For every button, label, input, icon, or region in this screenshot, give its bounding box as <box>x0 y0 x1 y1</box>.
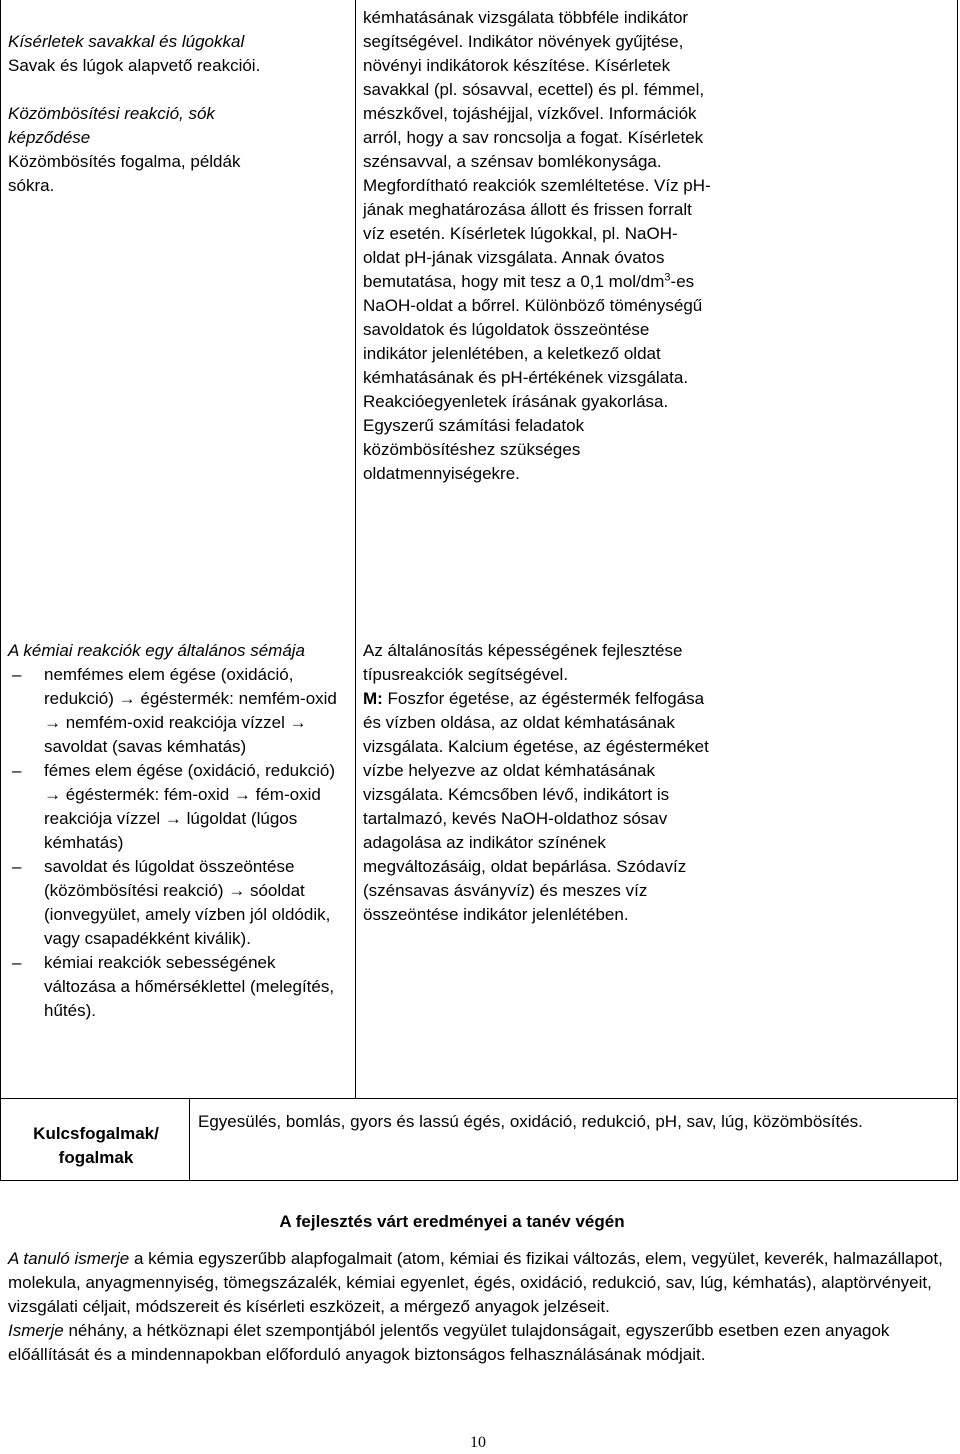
dash-bullet: – <box>12 857 22 876</box>
dash-bullet: – <box>12 665 22 684</box>
schema-item: – nemfémes elem égése (oxidáció, redukció) → égéstermék: nemfém-oxid → nemfém-oxid reakciója vízzel → savoldat (savas kémhatás) <box>12 665 337 756</box>
table-right-border <box>957 0 958 1180</box>
activities-paragraph: kémhatásának vizsgálata többféle indikátor segítségével. Indikátor növények gyűjtése, növényi indikátorok készítése. Kísérletek savakkal (pl. sósavval, ecettel) és pl. fémmel, mészkővel, tojáshéjjal, vízkővel. Információk arról, hogy a sav roncsolja a fogat. Kísérletek szénsavval, a szénsav bomlékonysága. Megfordítható reakciók szemléltetése. Víz pH-jának meghatározása állott és frissen forralt víz esetén. Kísérletek lúgokkal, pl. NaOH-oldat pH-jának vizsgálata. Annak óvatos bemutatása, hogy mit tesz a 0,1 mol/$dm^3-es$ NaOH-oldat a bőrrel. Különböző töménységű savoldatok és lúgoldatok összeöntése indikátor jelenlétében, a keletkező oldat kémhatásának és pH-értékének vizsgálata. Reakcióegyenletek írásának gyakorlása. <box>363 8 711 411</box>
activities-paragraph: Egyszerű számítási feladatok közömbösítéshez szükséges oldatmennyiségekre. <box>363 416 585 483</box>
outcomes-paragraph: Ismerje néhány, a hétköznapi élet szempontjából jelentős vegyület tulajdonságait, egyszerűbb esetben ezen anyagok előállítását és a mindennapokban előforduló anyagok biztonságos felhasználásának módjait. <box>8 1321 890 1364</box>
schema-item: – kémiai reakciók sebességének változása a hőmérséklettel (melegítés, hűtés). <box>12 953 335 1020</box>
demonstration-label: M: <box>363 689 383 708</box>
outcomes-heading: A fejlesztés várt eredményei a tanév végén <box>279 1212 625 1231</box>
table-column-divider <box>355 0 356 1098</box>
generalization-paragraph: Az általánosítás képességének fejlesztése típusreakciók segítségével. <box>363 641 683 684</box>
outcomes-body <box>8 1247 953 1367</box>
row1-right-cell <box>363 6 713 486</box>
topic-title: Kísérletek savakkal és lúgokkal <box>8 32 245 51</box>
dash-bullet: – <box>12 761 22 780</box>
schema-item: – fémes elem égése (oxidáció, redukció) → égéstermék: fém-oxid → fém-oxid reakciója vízzel → lúgoldat (lúgos kémhatás) <box>12 761 336 852</box>
dash-bullet: – <box>12 953 22 972</box>
demonstration-paragraph: M: Foszfor égetése, az égéstermék felfogása és vízben oldása, az oldat kémhatásának vizsgálata. Kalcium égetése, az égésterméket vízbe helyezve az oldat kémhatásának vizsgálata. Kémcsőben lévő, indikátort is tartalmazó, kevés NaOH-oldathoz sósav adagolása az indikátor színének megváltozásáig, oldat bepárlása. Szódavíz (szénsavas ásványvíz) és meszes víz összeöntése indikátor jelenlétében. <box>363 689 709 924</box>
topic-line: Közömbösítés fogalma, példák <box>8 152 241 171</box>
table-left-border <box>0 0 1 1180</box>
topic-subtitle: Közömbösítési reakció, sók <box>8 104 215 123</box>
topic-line: sókra. <box>8 176 55 195</box>
key-concepts-content: Egyesülés, bomlás, gyors és lassú égés, oxidáció, redukció, pH, sav, lúg, közömbösítés. <box>198 1112 863 1131</box>
schema-title: A kémiai reakciók egy általános sémája <box>8 641 306 660</box>
outcomes-paragraph: A tanuló ismerje a kémia egyszerűbb alapfogalmait (atom, kémiai és fizikai változás, elem, vegyület, keverék, halmazállapot, molekula, anyagmennyiség, tömegszázalék, kémiai egyenlet, égés, oxidáció, redukció, sav, lúg, kémhatás), alaptörvényeit, vizsgálati céljait, módszereit és kísérleti eszközeit, a mérgező anyagok jelzéseit. <box>8 1249 943 1316</box>
table-row-divider <box>0 1098 958 1099</box>
topic-line: Savak és lúgok alapvető reakciói. <box>8 56 261 75</box>
page-number: 10 <box>470 1434 486 1451</box>
topic-subtitle: képződése <box>8 128 91 147</box>
schema-item: – savoldat és lúgoldat összeöntése (közömbösítési reakció) → sóoldat (ionvegyület, amely vízben jól oldódik, vagy csapadékként kiválik). <box>12 857 331 948</box>
key-concepts-label: Kulcsfogalmak/ fogalmak <box>33 1124 159 1167</box>
row1-left-cell <box>8 30 348 198</box>
row2-right-cell <box>363 639 713 927</box>
table-bottom-border <box>0 1180 958 1181</box>
table-label-divider <box>189 1098 190 1180</box>
row2-left-cell <box>8 639 350 1023</box>
